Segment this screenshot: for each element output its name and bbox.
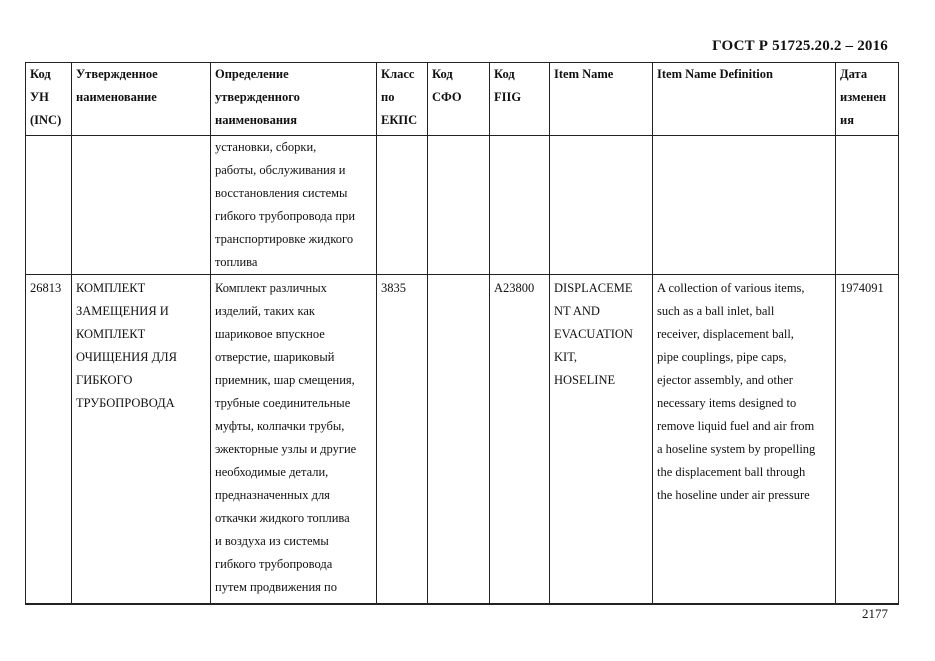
table-header-row (26, 63, 899, 136)
cell-fiig-code (490, 136, 550, 275)
cell-change-date (836, 136, 899, 275)
document-standard-header: ГОСТ Р 51725.20.2 – 2016 (712, 38, 888, 54)
header-change-date: Дата изменен ия (836, 63, 899, 136)
cell-approved-name: КОМПЛЕКТ ЗАМЕЩЕНИЯ И КОМПЛЕКТ ОЧИЩЕНИЯ ДЛЯ ГИБКОГО ТРУБОПРОВОДА (72, 275, 211, 605)
cell-approved-name (72, 136, 211, 275)
header-item-name: Item Name (550, 63, 653, 136)
cell-definition-ru: установки, сборки, работы, обслуживания и восстановления системы гибкого трубопровода при транспортировке жидкого топлива (211, 136, 377, 275)
table-row-continuation (26, 136, 899, 275)
cell-inc (26, 136, 72, 275)
cell-item-name-definition: A collection of various items, such as a ball inlet, ball receiver, displacement ball, pipe couplings, pipe caps, ejector assembly, and other necessary items designed to remove liquid fuel and air from a hoseline system by propelling the displacement ball through the hoseline under air pressure (653, 275, 836, 605)
header-inc: Код УН (INC) (26, 63, 72, 136)
cell-sfo-code (428, 275, 490, 605)
cell-definition-ru: Комплект различных изделий, таких как шариковое впускное отверстие, шариковый приемник, шар смещения, трубные соединительные муфты, колпачки трубы, эжекторные узлы и другие необходимые детали, предназначенных для откачки жидкого топлива и воздуха из системы гибкого трубопровода путем продвижения по (211, 275, 377, 605)
cell-fiig-code: A23800 (490, 275, 550, 605)
header-item-name-definition: Item Name Definition (653, 63, 836, 136)
cell-ekps-class: 3835 (377, 275, 428, 605)
table-row-26813 (26, 275, 899, 605)
header-definition-ru: Определение утвержденного наименования (211, 63, 377, 136)
cell-ekps-class (377, 136, 428, 275)
cell-inc: 26813 (26, 275, 72, 605)
cell-item-name-definition (653, 136, 836, 275)
header-ekps-class: Класс по ЕКПС (377, 63, 428, 136)
cell-sfo-code (428, 136, 490, 275)
spec-table (25, 62, 899, 605)
page-number: 2177 (862, 606, 888, 621)
header-sfo-code: Код СФО (428, 63, 490, 136)
header-fiig-code: Код FIIG (490, 63, 550, 136)
cell-item-name: DISPLACEME NT AND EVACUATION KIT, HOSELINE (550, 275, 653, 605)
cell-change-date: 1974091 (836, 275, 899, 605)
cell-item-name (550, 136, 653, 275)
header-approved-name: Утвержденное наименование (72, 63, 211, 136)
